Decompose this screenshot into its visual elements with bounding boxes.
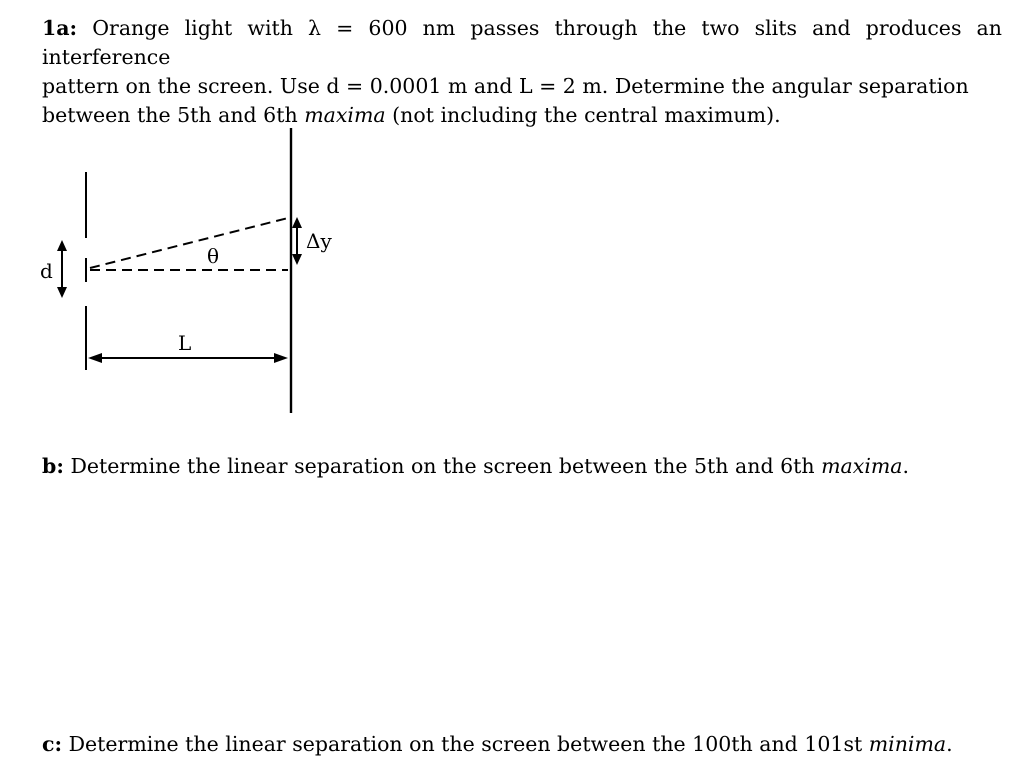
d-label: d — [40, 259, 53, 283]
question-1c-end: . — [946, 732, 953, 756]
question-1a-maxima-emph: maxima — [304, 103, 386, 127]
delta-y-arrow-head-up — [292, 217, 302, 228]
question-1a-line2: pattern on the screen. Use d = 0.0001 m and L = 2 m. Determine the angular separation — [42, 74, 969, 98]
question-1a-label: 1a: — [42, 16, 78, 40]
d-arrow-head-up — [57, 240, 67, 251]
L-arrow-head-right — [274, 353, 288, 363]
question-1c-label: c: — [42, 732, 63, 756]
d-arrow-head-down — [57, 287, 67, 298]
question-1a — [42, 14, 1002, 130]
question-1c-text: Determine the linear separation on the screen between the 100th and 101st — [68, 732, 869, 756]
question-1b-end: . — [902, 454, 910, 478]
theta-label: θ — [207, 244, 220, 268]
question-1b-text: Determine the linear separation on the screen between the 5th and 6th — [70, 454, 822, 478]
double-slit-diagram — [30, 120, 350, 420]
question-1b-maxima-emph: maxima — [821, 454, 903, 478]
question-1a-line1: Orange light with λ = 600 nm passes through the two slits and produces an interference — [42, 16, 1002, 69]
question-1c-minima-emph: minima — [868, 732, 947, 756]
question-1a-line3-end: (not including the central maximum). — [385, 103, 781, 127]
question-1b-label: b: — [42, 454, 64, 478]
delta-y-arrow-head-down — [292, 254, 302, 265]
question-1a-line3-start: between the 5th and 6th — [42, 103, 305, 127]
L-arrow-head-left — [88, 353, 102, 363]
question-1c — [42, 730, 1002, 759]
delta-y-label: Δy — [306, 229, 332, 253]
angled-dashed-ray — [90, 218, 288, 268]
question-1b — [42, 452, 1002, 481]
L-label: L — [178, 331, 192, 355]
